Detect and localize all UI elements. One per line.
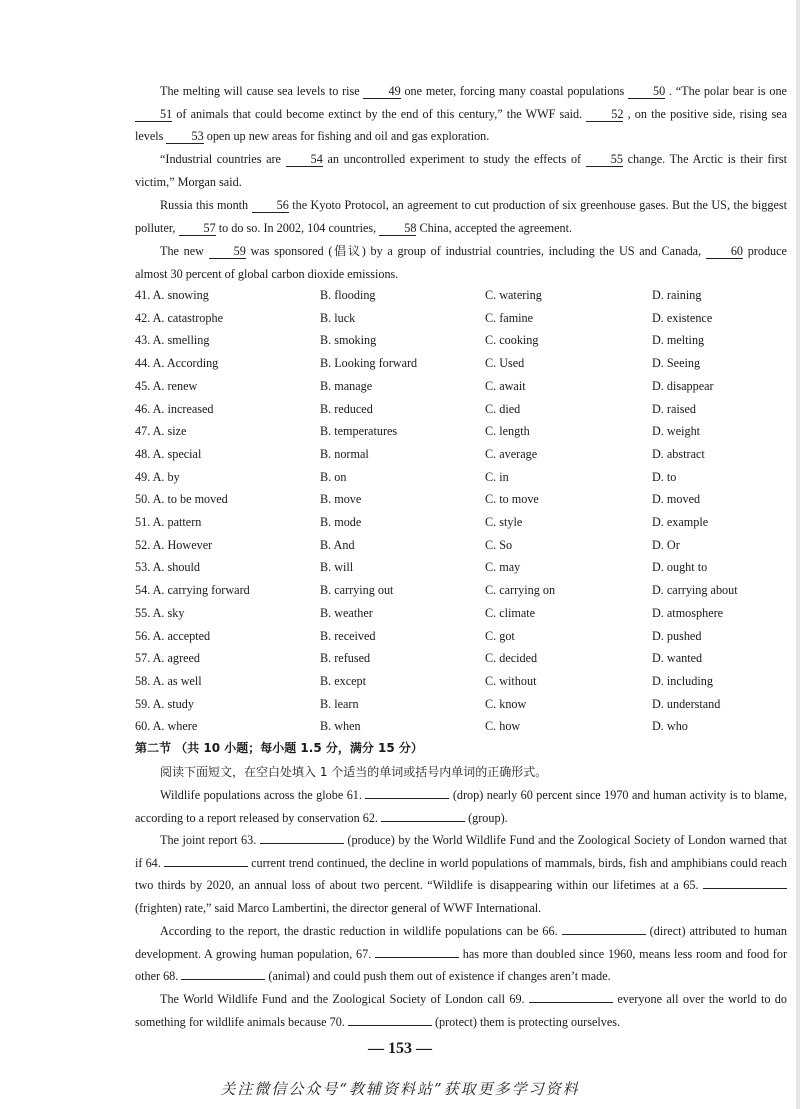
option-d[interactable]: D. who [652, 719, 688, 734]
option-b[interactable]: B. refused [320, 651, 371, 666]
text-run: to do so. In 2002, 104 countries, [215, 220, 380, 235]
option-a[interactable]: 47. A. size [135, 424, 187, 439]
cloze-paragraph-2 [135, 148, 787, 193]
text-run: produce almost 30 percent of global carbon dioxide emissions. [135, 244, 787, 281]
option-d[interactable]: D. existence [652, 310, 713, 325]
option-c[interactable]: C. how [485, 719, 521, 734]
option-row [135, 556, 785, 579]
blank-67[interactable] [375, 957, 459, 958]
option-a[interactable]: 45. A. renew [135, 378, 198, 393]
text-run: the Kyoto Protocol, an agreement to cut production of six greenhouse gases. But the US, the biggest polluter, [135, 198, 787, 235]
option-c[interactable]: C. style [485, 515, 523, 529]
option-c[interactable]: C. in [485, 469, 509, 484]
text-run: (animal) and could push them out of existence if changes aren’t made. [265, 969, 611, 984]
option-a[interactable]: 46. A. increased [135, 401, 214, 416]
option-b[interactable]: B. And [320, 537, 355, 552]
option-d[interactable]: D. disappear [652, 378, 714, 393]
option-row [135, 488, 785, 511]
blank-60: 60 [706, 244, 743, 259]
option-a[interactable]: 55. A. sky [135, 605, 185, 620]
blank-49: 49 [363, 84, 400, 99]
blank-66[interactable] [562, 934, 646, 935]
option-d[interactable]: D. including [652, 673, 713, 688]
text-run: The new [160, 244, 209, 258]
option-row [135, 647, 785, 670]
option-c[interactable]: C. cooking [485, 333, 539, 348]
option-c[interactable]: C. length [485, 424, 530, 439]
page-number: — 153 — [368, 1040, 432, 1057]
option-b[interactable]: B. mode [320, 515, 362, 529]
option-d[interactable]: D. moved [652, 492, 701, 507]
text-run: current trend continued, the decline in world populations of mammals, birds, fish and amphibians could reach two thirds by 2020, an annual loss of about two percent. “Wildlife is disappearing within our lifetimes at a 65. [135, 855, 787, 893]
option-a[interactable]: 44. A. According [135, 356, 219, 371]
option-b[interactable]: B. when [320, 719, 361, 734]
option-row [135, 511, 785, 534]
text-run: (direct) attributed to human development. A growing human population, 67. [135, 924, 787, 961]
option-c[interactable]: C. without [485, 673, 537, 688]
text-run: The melting will cause sea levels to rise [160, 84, 364, 98]
grammar-paragraph-4 [135, 988, 787, 1033]
option-row [135, 715, 785, 738]
text-run: one meter, forcing many coastal populations [400, 84, 628, 98]
option-b[interactable]: B. weather [320, 605, 373, 620]
grammar-paragraph-2 [135, 829, 787, 919]
blank-59: 59 [209, 244, 246, 259]
option-d[interactable]: D. wanted [652, 651, 703, 666]
option-c[interactable]: C. to move [485, 492, 539, 507]
blank-61[interactable] [365, 798, 449, 799]
text-run: The World Wildlife Fund and the Zoological Society of London call 69. [160, 992, 529, 1006]
option-row [135, 670, 785, 693]
text-run: (protect) them is protecting ourselves. [431, 1014, 621, 1029]
option-a[interactable]: 60. A. where [135, 719, 198, 734]
option-d[interactable]: D. weight [652, 424, 701, 439]
option-b[interactable]: B. move [320, 492, 362, 507]
option-d[interactable]: D. raining [652, 288, 702, 302]
blank-65[interactable] [703, 888, 787, 889]
option-c[interactable]: C. may [485, 560, 521, 575]
option-c[interactable]: C. average [485, 446, 538, 461]
text-run: everyone all over the world to do something for wildlife animals because 70. [135, 992, 787, 1029]
option-b[interactable]: B. carrying out [320, 583, 394, 598]
cloze-paragraph-3 [135, 194, 787, 239]
text-run: Wildlife populations across the globe 61. [160, 788, 366, 802]
blank-64[interactable] [164, 866, 248, 867]
option-b[interactable]: B. reduced [320, 401, 373, 416]
option-c[interactable]: C. climate [485, 605, 536, 620]
option-c[interactable]: C. carrying on [485, 583, 556, 598]
option-b[interactable]: B. luck [320, 310, 356, 325]
blank-62[interactable] [381, 821, 465, 822]
option-c[interactable]: C. got [485, 628, 515, 643]
text-run: open up new areas for fishing and oil and gas exploration. [203, 129, 490, 144]
text-run: (frighten) rate,” said Marco Lambertini, the director general of WWF International. [135, 900, 542, 915]
option-b[interactable]: B. Looking forward [320, 356, 418, 371]
text-run: , on the positive side, rising sea levels [135, 106, 788, 144]
option-b[interactable]: B. flooding [320, 288, 376, 302]
section-instruction: 阅读下面短文，在空白处填入 1 个适当的单词或括号内单词的正确形式。 [160, 765, 548, 779]
text-run: (produce) by the World Wildlife Fund and the Zoological Society of London warned that if 64. [135, 833, 787, 870]
option-d[interactable]: D. to [652, 469, 677, 484]
option-row [135, 443, 785, 466]
text-run: (drop) nearly 60 percent since 1970 and human activity is to blame, according to a report released by conservation 62. [135, 788, 787, 825]
blank-54: 54 [286, 152, 323, 167]
blank-51: 51 [135, 107, 172, 122]
option-a[interactable]: 42. A. catastrophe [135, 310, 223, 325]
option-d[interactable]: D. understand [652, 696, 721, 711]
blank-52: 52 [586, 107, 623, 122]
text-run: According to the report, the drastic reduction in wildlife populations can be 66. [160, 924, 562, 938]
option-b[interactable]: B. except [320, 673, 367, 688]
option-d[interactable]: D. abstract [652, 446, 705, 461]
option-row [135, 284, 785, 307]
text-run: “Industrial countries are [160, 152, 286, 166]
option-a[interactable]: 49. A. by [135, 469, 180, 484]
option-b[interactable]: B. smoking [320, 333, 377, 348]
option-a[interactable]: 54. A. carrying forward [135, 583, 250, 598]
option-a[interactable]: 48. A. special [135, 446, 202, 461]
page-edge-shadow [796, 0, 800, 1109]
blank-70[interactable] [348, 1025, 432, 1026]
option-d[interactable]: D. example [652, 515, 709, 529]
option-row [135, 534, 785, 557]
blank-68[interactable] [181, 979, 265, 980]
option-d[interactable]: D. pushed [652, 628, 702, 643]
blank-69[interactable] [529, 1002, 613, 1003]
text-run: Russia this month [160, 198, 252, 212]
footer-note: 关注微信公众号“教辅资料站”获取更多学习资料 [220, 1080, 580, 1098]
blank-57: 57 [179, 221, 216, 236]
text-run: has more than doubled since 1960, means less room and food for other 68. [135, 946, 788, 984]
option-c[interactable]: C. Used [485, 356, 525, 371]
option-c[interactable]: C. watering [485, 288, 542, 302]
blank-56: 56 [252, 198, 289, 213]
option-b[interactable]: B. temperatures [320, 424, 398, 439]
option-c[interactable]: C. So [485, 537, 513, 552]
grammar-paragraph-3 [135, 920, 787, 988]
option-d[interactable]: D. ought to [652, 560, 708, 575]
section-heading: 第二节 （共 10 小题；每小题 1.5 分，满分 15 分） [135, 741, 423, 755]
text-run: China, accepted the agreement. [416, 220, 573, 235]
blank-55: 55 [586, 152, 623, 167]
option-row [135, 466, 785, 489]
option-a[interactable]: 52. A. However [135, 537, 213, 552]
option-row [135, 352, 785, 375]
option-row [135, 602, 785, 625]
option-d[interactable]: D. raised [652, 401, 696, 416]
option-c[interactable]: C. died [485, 401, 521, 416]
option-a[interactable]: 53. A. should [135, 560, 201, 575]
option-b[interactable]: B. learn [320, 696, 359, 711]
option-b[interactable]: B. will [320, 560, 354, 575]
cloze-paragraph-4 [135, 240, 787, 285]
text-run: . “The polar bear is one [665, 84, 787, 98]
option-a[interactable]: 59. A. study [135, 696, 194, 711]
option-row [135, 420, 785, 443]
option-row [135, 693, 785, 716]
option-b[interactable]: B. manage [320, 378, 373, 393]
option-c[interactable]: C. know [485, 696, 527, 711]
blank-63[interactable] [260, 843, 344, 844]
option-d[interactable]: D. atmosphere [652, 605, 724, 620]
option-a[interactable]: 58. A. as well [135, 673, 202, 688]
text-run: of animals that could become extinct by the end of this century,” the WWF said. [172, 106, 587, 121]
blank-58: 58 [379, 221, 416, 236]
option-row [135, 329, 785, 352]
text-run: The joint report 63. [160, 833, 260, 847]
option-b[interactable]: B. normal [320, 446, 369, 461]
option-c[interactable]: C. famine [485, 310, 534, 325]
option-d[interactable]: D. Or [652, 537, 680, 552]
option-row [135, 398, 785, 421]
option-row [135, 375, 785, 398]
option-c[interactable]: C. decided [485, 651, 538, 666]
option-b[interactable]: B. received [320, 628, 376, 643]
blank-53: 53 [166, 129, 203, 144]
cloze-paragraph-1 [135, 80, 787, 148]
text-run: an uncontrolled experiment to study the effects of [322, 152, 586, 166]
text-run: was sponsored (倡议) by a group of industrial countries, including the US and Canada, [245, 244, 706, 258]
grammar-paragraph-1 [135, 784, 787, 829]
option-d[interactable]: D. melting [652, 333, 705, 348]
option-a[interactable]: 57. A. agreed [135, 651, 200, 666]
option-row [135, 579, 785, 602]
option-a[interactable]: 51. A. pattern [135, 515, 202, 529]
text-run: change. The Arctic is their first victim,” Morgan said. [135, 152, 788, 189]
blank-50: 50 [628, 84, 665, 99]
option-b[interactable]: B. on [320, 469, 347, 484]
option-a[interactable]: 41. A. snowing [135, 288, 209, 302]
option-row [135, 307, 785, 330]
option-c[interactable]: C. await [485, 378, 526, 393]
option-a[interactable]: 50. A. to be moved [135, 492, 228, 507]
option-a[interactable]: 43. A. smelling [135, 333, 210, 348]
text-run: (group). [465, 810, 508, 825]
option-d[interactable]: D. Seeing [652, 356, 701, 371]
option-d[interactable]: D. carrying about [652, 583, 738, 598]
option-row [135, 625, 785, 648]
option-a[interactable]: 56. A. accepted [135, 628, 211, 643]
